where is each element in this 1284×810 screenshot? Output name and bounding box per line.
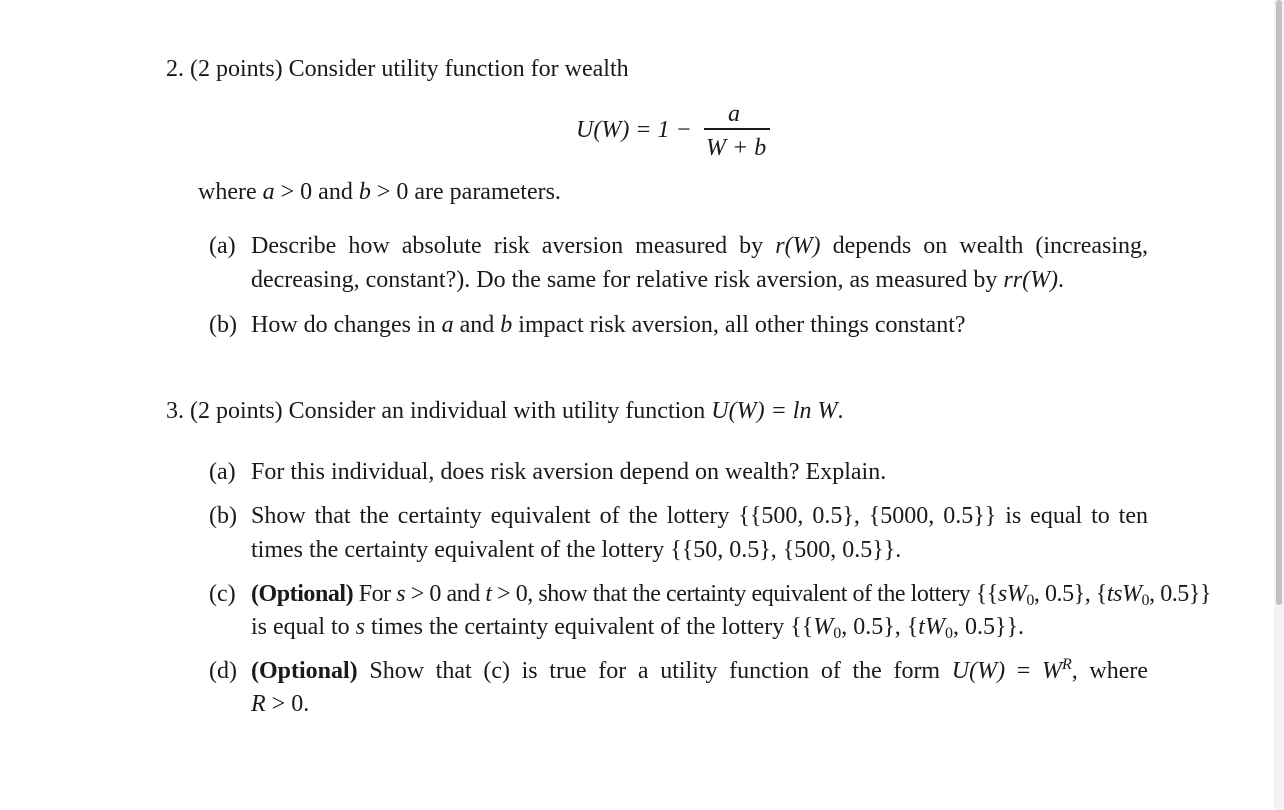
problem-3-heading: 3. (2 points) Consider an individual with utility function U(W) = ln W. — [166, 398, 844, 424]
fraction-bar — [704, 128, 770, 130]
problem-3b-line2: times the certainty equivalent of the lottery {{50, 0.5}, {500, 0.5}}. — [251, 537, 902, 563]
problem-3c-label: (c) — [209, 581, 236, 607]
problem-3d-line2: R > 0. — [251, 691, 310, 717]
problem-3c-line1: (Optional) For s > 0 and t > 0, show that the certainty equivalent of the lottery {{$sW_0$, 0.5}, {tsW$_0$, 0.5}} — [251, 581, 1211, 609]
problem-3-number: 3. — [166, 398, 184, 424]
problem-2b-label: (b) — [209, 312, 237, 338]
problem-3a-text: For this individual, does risk aversion depend on wealth? Explain. — [251, 459, 887, 485]
problem-2a-line1: Describe how absolute risk aversion measured by r(W) depends on wealth (increasing, — [251, 233, 1149, 259]
problem-2-where: where a > 0 and b > 0 are parameters. — [198, 179, 561, 205]
problem-2-number: 2. — [166, 56, 184, 82]
problem-2b-text: How do changes in a and b impact risk aversion, all other things constant? — [251, 312, 966, 338]
problem-2-intro: Consider utility function for wealth — [288, 56, 629, 82]
formula-lhs: U(W) = 1 − — [576, 117, 692, 143]
scrollbar-thumb[interactable] — [1276, 0, 1282, 605]
formula-denominator: W + b — [706, 135, 767, 161]
problem-3c-line2: is equal to s times the certainty equivalent of the lottery {{$W_0$, 0.5}, {$tW_0$, 0.5}}. — [251, 614, 1024, 642]
problem-2a-label: (a) — [209, 233, 236, 259]
problem-3a-label: (a) — [209, 459, 236, 485]
problem-3b-line1: Show that the certainty equivalent of the lottery {{500, 0.5}, {5000, 0.5}} is equal to ten — [251, 503, 1148, 529]
problem-3-points: (2 points) — [190, 398, 283, 424]
problem-2a-line2: decreasing, constant?). Do the same for relative risk aversion, as measured by rr(W). — [251, 267, 1065, 293]
problem-2-points: (2 points) — [190, 56, 283, 82]
problem-3d-line1: (Optional) Show that (c) is true for a utility function of the form $U(W) = W^R$, where — [251, 656, 1149, 684]
problem-3b-label: (b) — [209, 503, 237, 529]
formula-numerator: a — [728, 101, 740, 127]
problem-3d-label: (d) — [209, 658, 237, 684]
vertical-scrollbar[interactable] — [1274, 0, 1284, 810]
problem-2-heading — [166, 57, 629, 81]
